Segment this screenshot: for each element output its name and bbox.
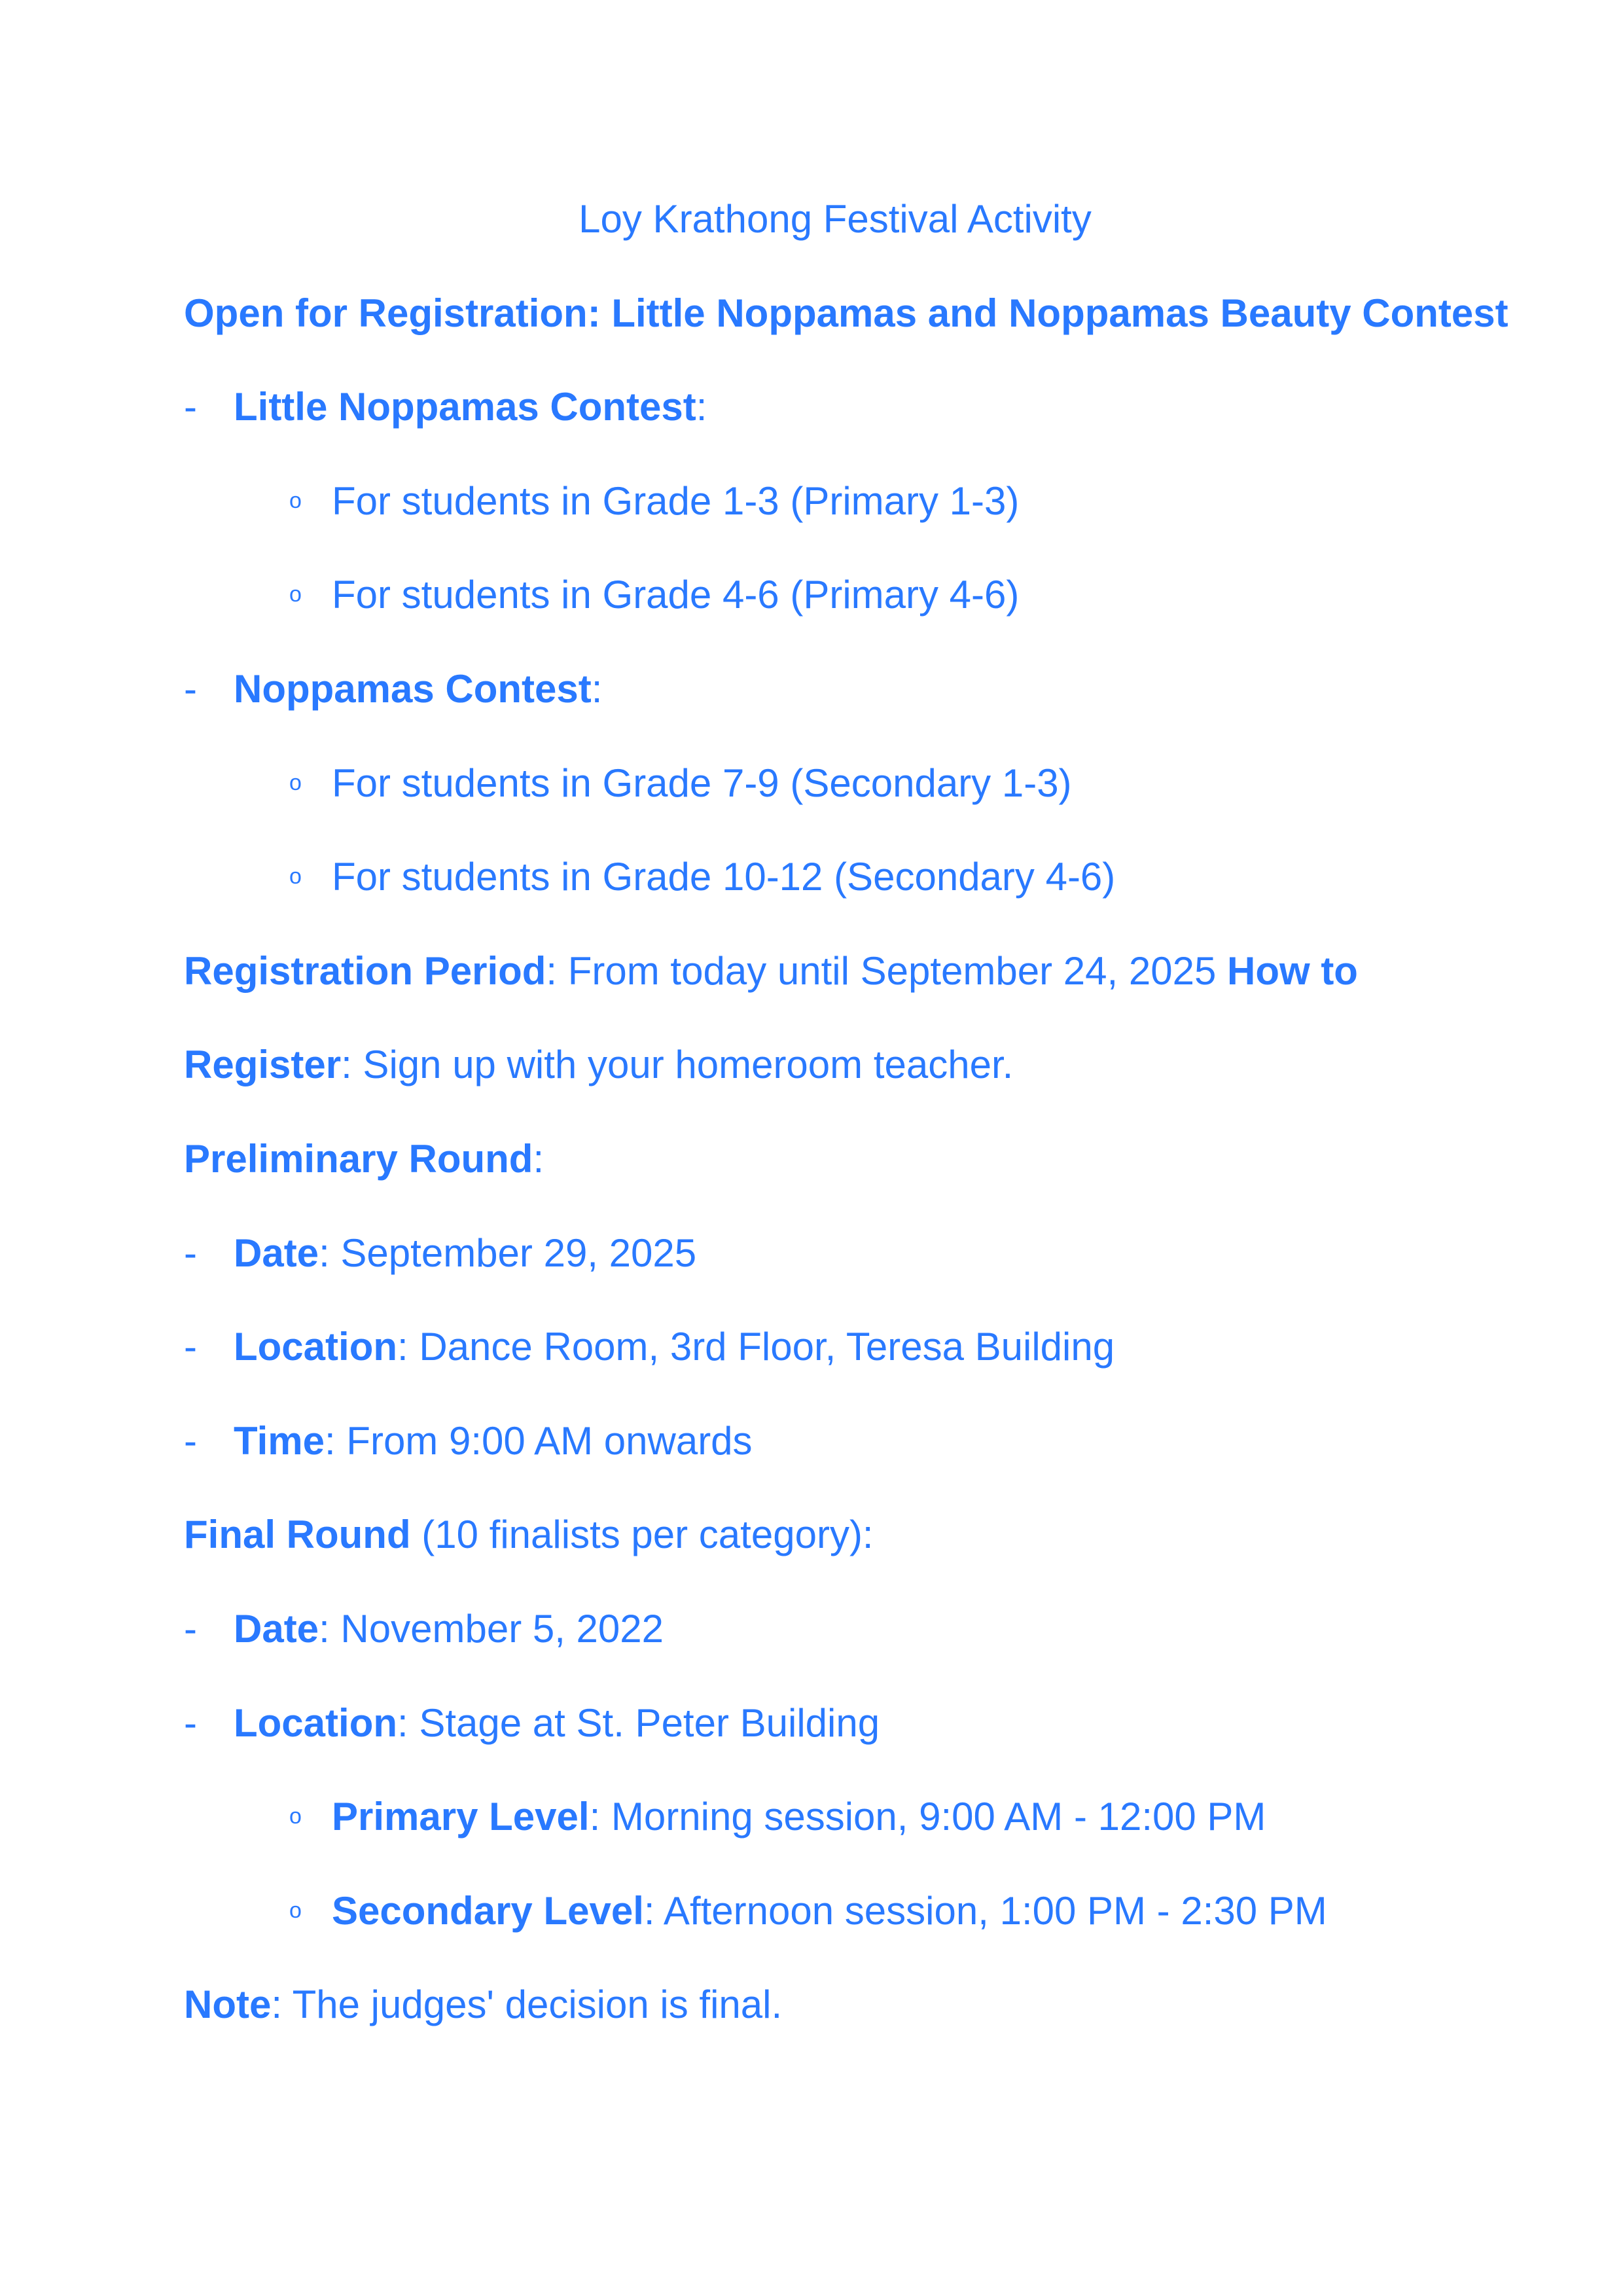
circle-bullet-icon: o [289,582,302,607]
sub-item-text: For students in Grade 4-6 (Primary 4-6) [332,573,1020,617]
dash-bullet: - [184,1325,197,1369]
item-label: Location [234,1700,397,1745]
note [184,1958,1525,2052]
list-item [184,1300,1525,1394]
circle-bullet-icon: o [289,770,302,795]
sub-item [184,830,1525,924]
heading-suffix: : [533,1136,544,1181]
list-item [184,1676,1525,1770]
dash-bullet: - [184,1230,197,1275]
sub-item-text: For students in Grade 10-12 (Secondary 4-6) [332,855,1116,899]
announcement-document [184,172,1525,2052]
sub-item-text: For students in Grade 1-3 (Primary 1-3) [332,478,1020,523]
item-suffix: : [591,666,603,711]
session-label: Secondary Level [332,1888,644,1933]
circle-bullet-icon: o [289,1804,302,1829]
item-suffix: : [696,385,707,429]
item-label: Time [234,1418,325,1463]
intro-heading: Open for Registration: Little Noppamas and Noppamas Beauty Contest [184,291,1508,335]
list-item [184,1206,1525,1300]
item-value: : Stage at St. Peter Building [397,1700,880,1745]
heading-suffix: (10 finalists per category): [410,1513,874,1557]
circle-bullet-icon: o [289,1897,302,1923]
item-value: : From 9:00 AM onwards [324,1418,753,1463]
session-value: : Morning session, 9:00 AM - 12:00 PM [589,1795,1266,1839]
item-label: Little Noppamas Contest [234,385,696,429]
registration-paragraph [184,924,1525,1112]
dash-bullet: - [184,385,197,429]
item-label: Noppamas Contest [234,666,592,711]
note-label: Note [184,1982,272,2027]
period-label: Registration Period [184,948,546,993]
list-item [184,1582,1525,1676]
dash-bullet: - [184,1606,197,1651]
item-value: : September 29, 2025 [319,1230,697,1275]
sub-item [184,1770,1525,1864]
item-value: : November 5, 2022 [319,1606,664,1651]
dash-bullet: - [184,666,197,711]
sub-item-text: For students in Grade 7-9 (Secondary 1-3) [332,761,1072,805]
sub-item [184,548,1525,642]
item-label: Date [234,1606,319,1651]
period-value: : From today until September 24, 2025 [546,948,1227,993]
sub-item [184,454,1525,548]
document-title: Loy Krathong Festival Activity [579,197,1092,241]
heading-label: Final Round [184,1513,411,1557]
how-label: How to Register [184,948,1358,1087]
how-value: : Sign up with your homeroom teacher. [341,1043,1014,1087]
item-value: : Dance Room, 3rd Floor, Teresa Building [397,1325,1115,1369]
item-label: Location [234,1325,397,1369]
heading-label: Preliminary Round [184,1136,533,1181]
preliminary-heading [184,1112,1525,1206]
item-label: Date [234,1230,319,1275]
list-item-little-noppamas [184,360,1525,454]
circle-bullet-icon: o [289,864,302,889]
list-item-noppamas [184,642,1525,736]
sub-item [184,736,1525,831]
circle-bullet-icon: o [289,488,302,513]
session-value: : Afternoon session, 1:00 PM - 2:30 PM [643,1888,1327,1933]
session-label: Primary Level [332,1795,590,1839]
list-item [184,1394,1525,1488]
dash-bullet: - [184,1700,197,1745]
dash-bullet: - [184,1418,197,1463]
sub-item [184,1864,1525,1958]
note-value: : The judges' decision is final. [271,1982,783,2027]
final-heading [184,1488,1525,1582]
